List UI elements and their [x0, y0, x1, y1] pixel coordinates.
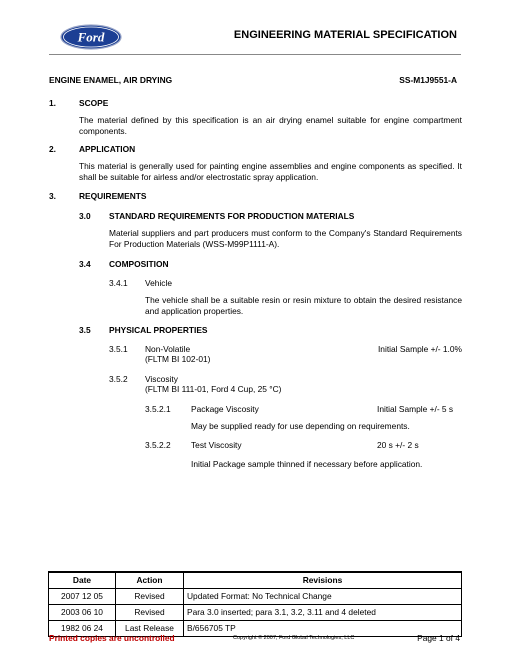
section-2-number: 2. [49, 144, 56, 154]
uncontrolled-notice: Printed copies are uncontrolled [49, 633, 175, 643]
section-3-4-1-title: Vehicle [145, 278, 173, 288]
section-3-5-2-number: 3.5.2 [109, 374, 128, 384]
revision-table-header [49, 572, 462, 588]
section-3-title: REQUIREMENTS [79, 191, 147, 201]
section-3-number: 3. [49, 191, 56, 201]
column-header-revisions: Revisions [184, 572, 462, 588]
section-1-number: 1. [49, 98, 56, 108]
section-3-4-number: 3.4 [79, 259, 91, 269]
section-3-5-1-number: 3.5.1 [109, 344, 128, 354]
section-3-5-2-1-title: Package Viscosity [191, 404, 259, 414]
section-3-5-2-2-note: Initial Package sample thinned if necessary before application. [191, 459, 423, 469]
section-3-5-2-2-title: Test Viscosity [191, 440, 242, 450]
section-3-4-title: COMPOSITION [109, 259, 169, 269]
section-3-5-1-title: Non-Volatile [145, 344, 191, 354]
section-2-title: APPLICATION [79, 144, 136, 154]
section-3-5-number: 3.5 [79, 325, 91, 335]
revision-date: 2007 12 05 [49, 588, 116, 604]
copyright-notice: Copyright © 2007, Ford Global Technologies, LLC [233, 635, 355, 641]
ford-logo [60, 24, 122, 50]
table-row [49, 604, 462, 620]
section-2-body: This material is generally used for painting engine assemblies and engine components as specified. It shall be suitable for airless and/or electrostatic spray application. [79, 161, 462, 182]
revision-date: 1982 06 24 [49, 620, 116, 636]
table-row [49, 588, 462, 604]
revision-description: Updated Format: No Technical Change [184, 588, 462, 604]
revision-date: 2003 06 10 [49, 604, 116, 620]
section-3-5-2-1-requirement: Initial Sample +/- 5 s [377, 404, 454, 414]
section-3-5-1-requirement: Initial Sample +/- 1.0% [377, 344, 462, 354]
revision-action: Last Release [116, 620, 184, 636]
revision-table [48, 571, 462, 637]
section-3-5-2-method: (FLTM BI 111-01, Ford 4 Cup, 25 °C) [145, 384, 282, 394]
revision-action: Revised [116, 604, 184, 620]
section-3-5-2-2-requirement: 20 s +/- 2 s [377, 440, 419, 450]
section-3-5-2-1-number: 3.5.2.1 [145, 404, 171, 414]
section-3-4-1-number: 3.4.1 [109, 278, 128, 288]
section-3-0-number: 3.0 [79, 211, 91, 221]
revision-description: B/656705 TP [184, 620, 462, 636]
revision-action: Revised [116, 588, 184, 604]
section-3-0-title: STANDARD REQUIREMENTS FOR PRODUCTION MATERIALS [109, 211, 355, 221]
document-name: ENGINE ENAMEL, AIR DRYING [49, 75, 173, 85]
section-3-0-body: Material suppliers and part producers must conform to the Company's Standard Requirements For Production Materials (WSS-M99P1111-A). [109, 228, 462, 249]
section-1-body: The material defined by this specification is an air drying enamel suitable for engine compartment components. [79, 115, 462, 136]
column-header-date: Date [49, 572, 116, 588]
section-3-5-2-2-number: 3.5.2.2 [145, 440, 171, 450]
ford-logo-text: Ford [77, 29, 105, 45]
section-3-5-2-1-note: May be supplied ready for use depending on requirements. [191, 421, 410, 431]
document-number: SS-M1J9551-A [399, 75, 457, 85]
page-title: ENGINEERING MATERIAL SPECIFICATION [233, 29, 457, 41]
section-3-5-title: PHYSICAL PROPERTIES [109, 325, 208, 335]
column-header-action: Action [116, 572, 184, 588]
section-3-5-2-title: Viscosity [145, 374, 178, 384]
section-3-5-1-method: (FLTM BI 102-01) [145, 354, 211, 364]
section-1-title: SCOPE [79, 98, 109, 108]
revision-description: Para 3.0 inserted; para 3.1, 3.2, 3.11 and 4 deleted [184, 604, 462, 620]
section-3-4-1-body: The vehicle shall be a suitable resin or resin mixture to obtain the desired resistance and application properties. [145, 295, 462, 316]
header-divider [49, 54, 461, 55]
page-number: Page 1 of 4 [417, 633, 460, 643]
